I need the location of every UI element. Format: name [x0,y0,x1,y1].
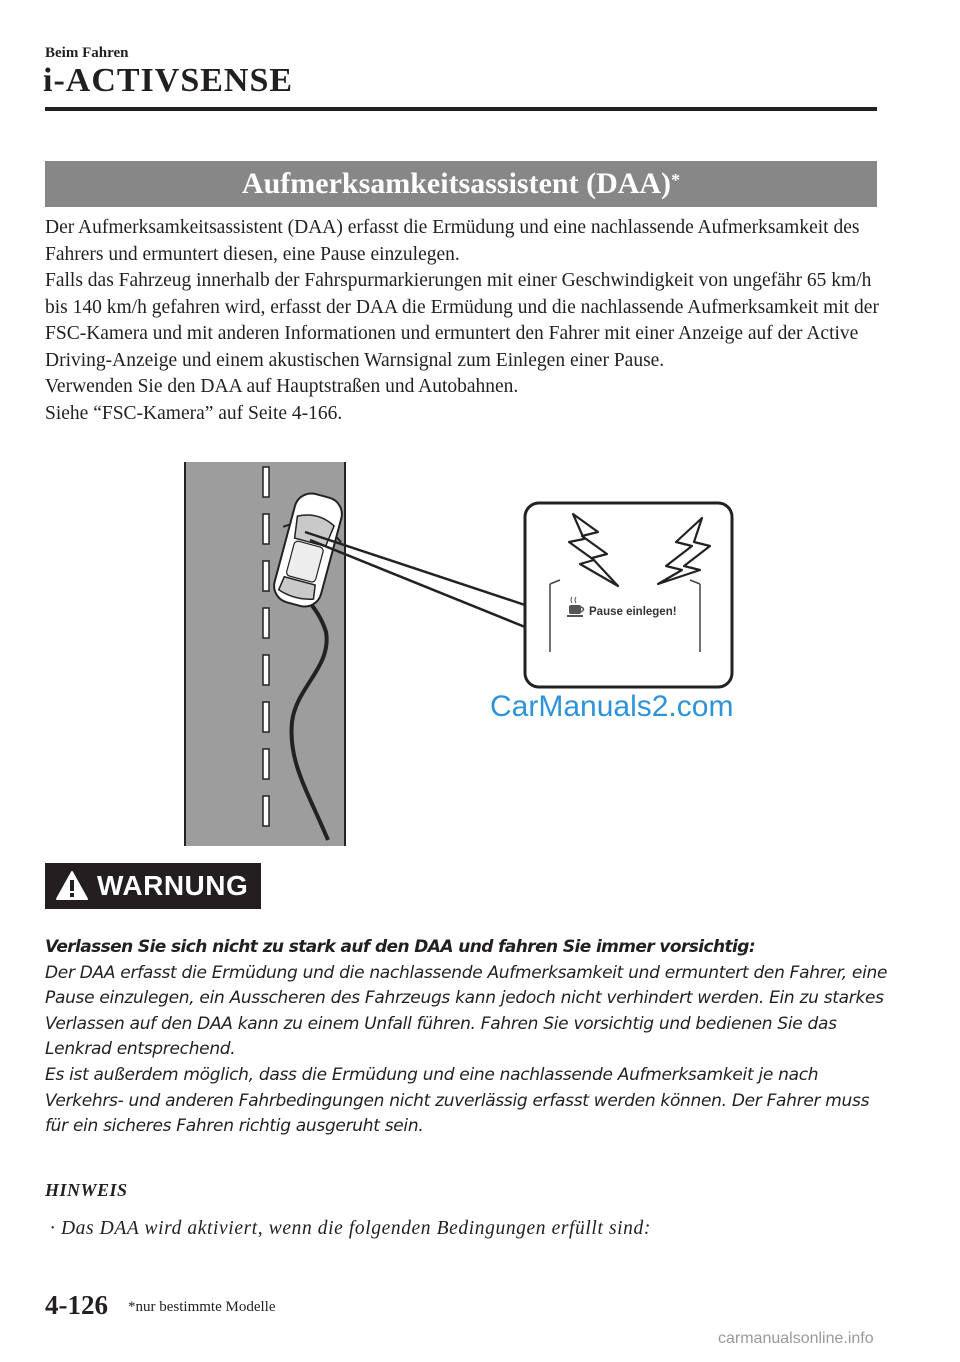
feature-title-bar [45,161,877,207]
intro-paragraph: Verwenden Sie den DAA auf Hauptstraßen und Autobahnen. [45,376,519,397]
warning-lead: Verlassen Sie sich nicht zu stark auf den DAA und fahren Sie immer vorsichtig: [45,937,756,957]
warning-paragraph: Der DAA erfasst die Ermüdung und die nachlassende Aufmerksamkeit und ermuntert den Fahrer, eine Pause einzulegen, ein Ausscheren des Fahrzeugs kann jedoch nicht verhindert werden. Ein zu starkes Verlassen auf den DAA kann zu einem Unfall führen. Fahren Sie vorsichtig und bedienen Sie das Lenkrad entsprechend. [45,962,888,1060]
note-bullet: · [50,1218,56,1239]
note-item-text: Das DAA wird aktiviert, wenn die folgenden Bedingungen erfüllt sind: [60,1218,651,1239]
warning-body [45,935,895,1140]
warning-label: WARNUNG [97,870,249,901]
daa-illustration [180,462,780,846]
note-item [50,1218,651,1240]
section-label: Beim Fahren [45,45,129,61]
footnote: *nur bestimmte Modelle [128,1299,276,1315]
page-number: 4-126 [45,1290,108,1320]
feature-title: Aufmerksamkeitsassistent (DAA) [241,167,672,200]
warning-triangle-icon [55,870,89,902]
warning-badge [45,863,261,909]
pause-message: Pause einlegen! [589,606,677,618]
page-reference: Siehe “FSC-Kamera” auf Seite 4-166. [45,402,343,424]
illustration-watermark: CarManuals2.com [490,690,734,723]
note-heading: HINWEIS [45,1180,128,1200]
intro-paragraph: Der Aufmerksamkeitsassistent (DAA) erfasst die Ermüdung und eine nachlassende Aufmerksamkeit des Fahrers und ermuntert diesen, eine Pause einzulegen. [45,217,860,265]
active-driving-display [525,503,732,687]
model-footnote-marker: * [671,169,681,190]
intro-text [45,215,885,427]
chapter-title: i-ACTIVSENSE [43,62,294,99]
site-watermark: carmanualsonline.info [718,1330,874,1347]
warning-paragraph: Es ist außerdem möglich, dass die Ermüdung und eine nachlassende Aufmerksamkeit je nach Verkehrs- und anderen Fahrbedingungen nicht zuverlässig erfasst werden können. Der Fahrer muss für ein sicheres Fahren richtig ausgeruht sein. [45,1064,870,1137]
intro-paragraph: Falls das Fahrzeug innerhalb der Fahrspurmarkierungen mit einer Geschwindigkeit von ungefähr 65 km/h bis 140 km/h gefahren wird, erfasst der DAA die Ermüdung und die nachlassende Aufmerksamkeit mit der FSC-Kamera und mit anderen Informationen und ermuntert den Fahrer mit einer Anzeige auf der Active Driving-Anzeige und einem akustischen Warnsignal zum Einlegen einer Pause. [45,270,879,371]
header-divider [45,107,877,111]
